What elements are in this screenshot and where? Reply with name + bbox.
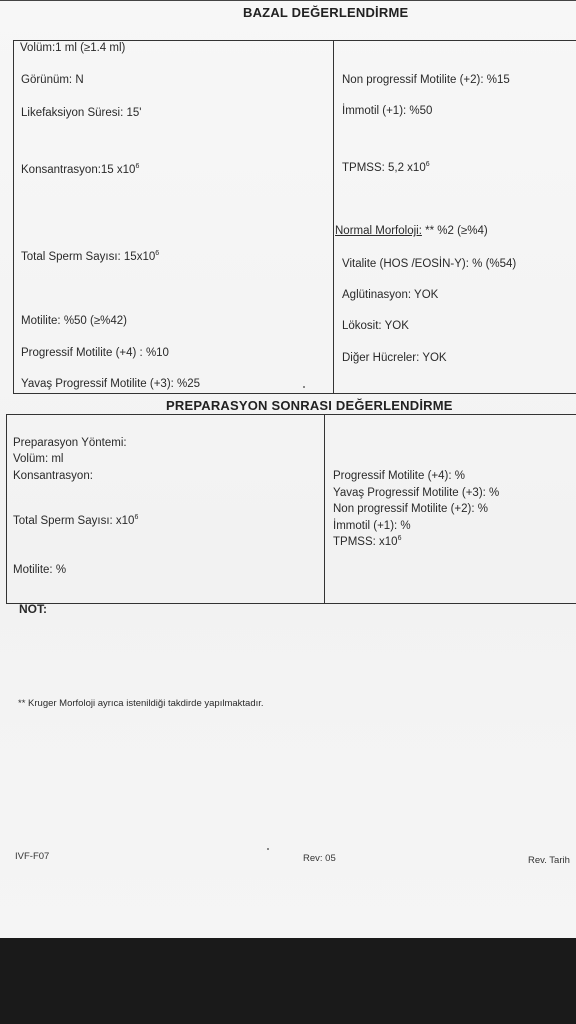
preparasyon-divider [324,414,325,604]
prep-yavas: Yavaş Progressif Motilite (+3): % [333,487,500,499]
basal-total-sperm: Total Sperm Sayısı: $15x10^6$ [21,250,160,263]
form-code: IVF-F07 [15,851,50,862]
basal-progressif: Progressif Motilite (+4) : %10 [21,347,169,359]
basal-yavas: Yavaş Progressif Motilite (+3): %25 [21,378,201,390]
prep-motilite: Motilite: % [13,564,67,576]
not-label: NOT: [19,602,47,616]
basal-title: BAZAL DEĞERLENDİRME [243,5,409,20]
prep-progressif: Progressif Motilite (+4): % [333,470,465,482]
basal-konsantrasyon: Konsantrasyon:15 $x10^6$ [21,163,140,176]
prep-non-progressif: Non progressif Motilite (+2): % [333,503,488,515]
footnote: ** Kruger Morfoloji ayrıca istenildiği takdirde yapılmaktadır. [18,698,264,709]
basal-gorunum: Görünüm: N [21,74,84,86]
bottom-black-bar [0,938,576,1024]
revision: Rev: 05 [303,853,336,864]
preparasyon-title: PREPARASYON SONRASI DEĞERLENDİRME [166,398,453,413]
prep-total-sperm: Total Sperm Sayısı: $x10^6$ [13,514,139,527]
scan-speck [267,848,269,850]
basal-likefaksiyon: Likefaksiyon Süresi: 15' [21,107,142,119]
basal-aglutinasyon: Aglütinasyon: YOK [342,289,439,301]
scan-speck [303,386,305,388]
basal-table [13,40,576,394]
basal-tpmss: TPMSS: 5,2 $x10^6$ [342,161,430,174]
basal-diger: Diğer Hücreler: YOK [342,352,447,364]
basal-divider [333,40,334,394]
basal-normal-morfoloji: Normal Morfoloji: ** %2 (≥%4) [335,225,488,237]
prep-yontem: Preparasyon Yöntemi: [13,437,127,449]
top-edge-line [0,0,576,1]
prep-tpmss: TPMSS: $x10^6$ [333,535,402,548]
prep-immotil: İmmotil (+1): % [333,520,411,532]
basal-motilite: Motilite: %50 (≥%42) [21,315,128,327]
basal-volum: Volüm:1 ml (≥1.4 ml) [20,42,126,54]
basal-non-progressif: Non progressif Motilite (+2): %15 [342,74,510,86]
prep-konsantrasyon: Konsantrasyon: [13,470,93,482]
prep-volum: Volüm: ml [13,453,64,465]
basal-lokosit: Lökosit: YOK [342,320,409,332]
basal-immotil: İmmotil (+1): %50 [342,105,433,117]
basal-vitalite: Vitalite (HOS /EOSİN-Y): % (%54) [342,258,517,270]
revision-date: Rev. Tarih [528,855,570,866]
